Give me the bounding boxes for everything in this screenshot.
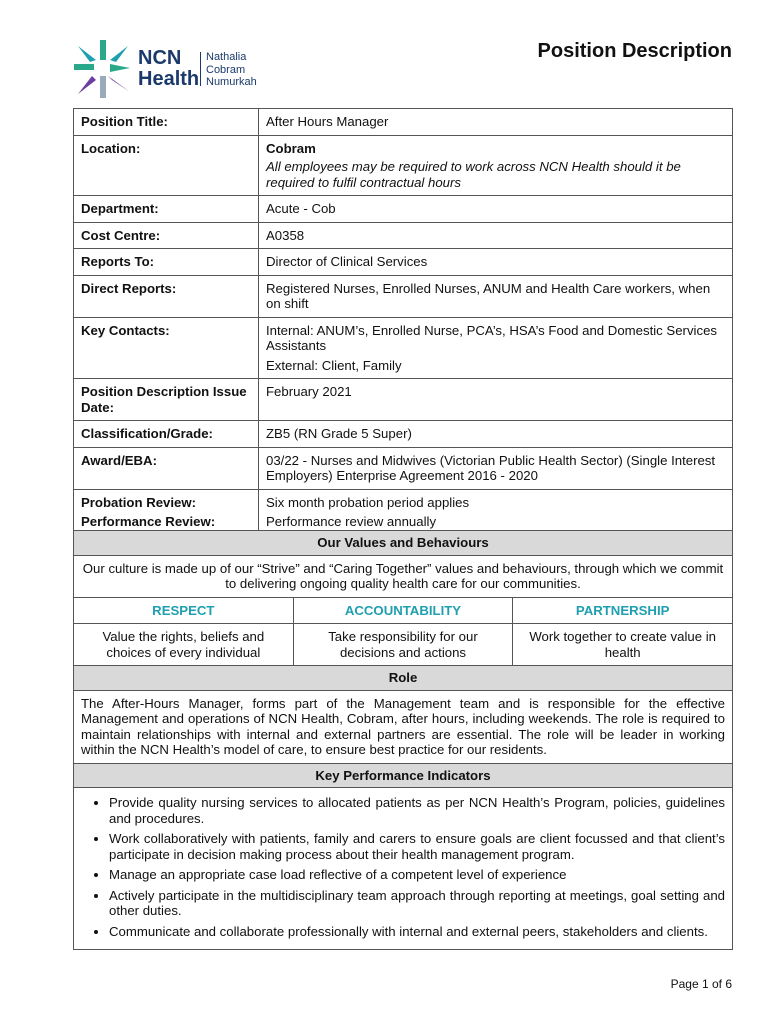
- key-contacts-internal: Internal: ANUM’s, Enrolled Nurse, PCA’s, HSA’s Food and Domestic Services Assistants: [266, 322, 717, 353]
- row-reviews: [74, 489, 733, 535]
- value-text-partnership: Work together to create value in health: [513, 624, 733, 666]
- kpi-list: [81, 795, 725, 939]
- ncn-health-logo: [72, 38, 272, 100]
- values-heading: Our Values and Behaviours: [74, 531, 733, 556]
- logo-subtext: Nathalia Cobram Numurkah: [206, 51, 257, 88]
- row-award: Award/EBA: 03/22 - Nurses and Midwives (Victorian Public Health Sector) (Single Interest Employers) Enterprise Agreement 2016 - 2020: [74, 447, 733, 489]
- row-location: Location: Cobram All employees may be required to work across NCN Health should it be required to fulfil contractual hours: [74, 135, 733, 196]
- details-table: [73, 108, 733, 536]
- location-note: All employees may be required to work across NCN Health should it be required to fulfil contractual hours: [266, 159, 681, 190]
- kpi-item: • Provide quality nursing services to allocated patients as per NCN Health’s Program, policies, guidelines and procedures.: [109, 795, 725, 826]
- ncn-logo-icon: [72, 38, 134, 100]
- row-direct-reports: Direct Reports: Registered Nurses, Enrolled Nurses, ANUM and Health Care workers, when on shift: [74, 275, 733, 317]
- row-cost-centre: Cost Centre: A0358: [74, 222, 733, 249]
- logo-divider: [200, 52, 201, 86]
- kpi-item: • Manage an appropriate case load reflective of a competent level of experience: [109, 867, 725, 883]
- value-title-accountability: ACCOUNTABILITY: [293, 597, 513, 624]
- kpi-item: • Actively participate in the multidisciplinary team approach through reporting at meetings, goal setting and other duties.: [109, 888, 725, 919]
- value-text-accountability: Take responsibility for our decisions and actions: [293, 624, 513, 666]
- kpi-heading: Key Performance Indicators: [74, 763, 733, 788]
- role-text: The After-Hours Manager, forms part of the Management team and is responsible for the effective Management and operations of NCN Health, Cobram, after hours, including weekends. The role is required to maintain relationships with internal and external partners are essential. The role will be leader in working within the NCN Health’s model of care, to ensure best practice for our residents.: [74, 690, 733, 763]
- row-classification: Classification/Grade: ZB5 (RN Grade 5 Super): [74, 421, 733, 448]
- row-position-title: Position Title: After Hours Manager: [74, 109, 733, 136]
- location-value: Cobram: [266, 140, 316, 156]
- row-reports-to: Reports To: Director of Clinical Services: [74, 249, 733, 276]
- role-heading: Role: [74, 666, 733, 691]
- key-contacts-external: External: Client, Family: [266, 357, 402, 373]
- row-department: Department: Acute - Cob: [74, 196, 733, 223]
- logo-brand: NCN Health: [138, 47, 200, 90]
- page-title: Position Description: [537, 40, 732, 62]
- performance-label: Performance Review:: [81, 514, 216, 529]
- performance-value: Performance review annually: [266, 514, 437, 529]
- value-title-respect: RESPECT: [74, 597, 294, 624]
- value-title-partnership: PARTNERSHIP: [513, 597, 733, 624]
- probation-label: Probation Review:: [81, 494, 197, 510]
- page-number: Page 1 of 6: [670, 977, 732, 991]
- row-issue-date: Position Description Issue Date: February 2021: [74, 379, 733, 421]
- row-key-contacts: Key Contacts: Internal: ANUM’s, Enrolled Nurse, PCA’s, HSA’s Food and Domestic Services Assistants External: Client, Family: [74, 317, 733, 379]
- probation-value: Six month probation period applies: [266, 494, 470, 510]
- kpi-item: • Communicate and collaborate professionally with internal and external peers, stakeholders and clients.: [109, 924, 725, 940]
- value-text-respect: Value the rights, beliefs and choices of every individual: [74, 624, 294, 666]
- kpi-item: • Work collaboratively with patients, family and carers to ensure goals are client focussed and that client’s participate in decision making process about their health management program.: [109, 831, 725, 862]
- values-table: [73, 530, 733, 950]
- values-intro: Our culture is made up of our “Strive” and “Caring Together” values and behaviours, through which we commit to delivering ongoing quality health care for our communities.: [74, 555, 733, 597]
